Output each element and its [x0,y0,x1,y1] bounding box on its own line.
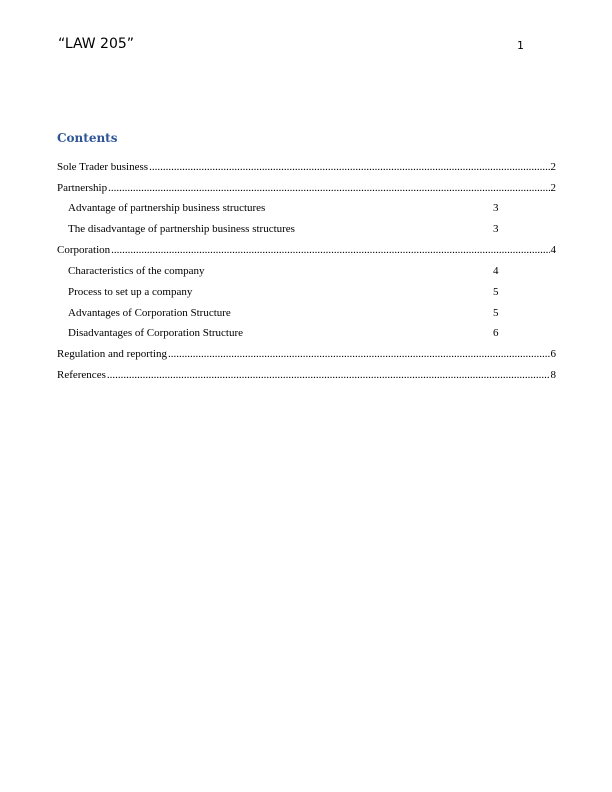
page-number: 1 [517,39,524,52]
toc-entry[interactable] [57,306,556,321]
toc-entry[interactable] [57,201,556,216]
toc-leader [108,181,549,196]
toc-entry-page: 4 [493,265,499,277]
toc-entry-title: References [57,369,106,381]
toc-entry[interactable] [57,243,556,258]
toc-entry[interactable] [57,264,556,279]
toc-entry-title: Characteristics of the company [68,265,205,277]
toc-entry-title: Partnership [57,182,108,194]
toc-heading: Contents [57,131,118,145]
toc-leader [111,243,549,258]
toc-entry-title: Advantages of Corporation Structure [68,307,231,319]
toc-entry[interactable] [57,160,556,175]
toc-entry-title: Disadvantages of Corporation Structure [68,327,244,339]
toc-entry-page: 6 [493,327,499,339]
toc-entry[interactable] [57,222,556,237]
toc-leader [149,160,549,175]
toc-entry[interactable] [57,326,556,341]
toc-entry[interactable] [57,368,556,383]
toc-entry-page: 5 [493,286,499,298]
toc-entry-page: 6 [550,348,556,360]
toc-entry-page: 2 [550,161,556,173]
toc-entry-title: The disadvantage of partnership business structures [68,223,295,235]
toc-entry[interactable] [57,181,556,196]
toc-entry-page: 3 [493,223,499,235]
toc-entry-page: 8 [550,369,556,381]
toc-entry-title: Corporation [57,244,111,256]
toc-entry[interactable] [57,285,556,300]
header-title: “LAW 205” [58,36,135,52]
toc-entry-page: 5 [493,307,499,319]
toc-entry-title: Regulation and reporting [57,348,167,360]
toc-entry-title: Advantage of partnership business structures [68,202,266,214]
toc-entry-title: Process to set up a company [68,286,193,298]
toc-entry-title: Sole Trader business [57,161,149,173]
toc-leader [168,347,550,362]
toc-leader [107,368,550,383]
toc-entry-page: 4 [550,244,556,256]
toc-entry-page: 2 [550,182,556,194]
toc-entry[interactable] [57,347,556,362]
toc-entry-page: 3 [493,202,499,214]
